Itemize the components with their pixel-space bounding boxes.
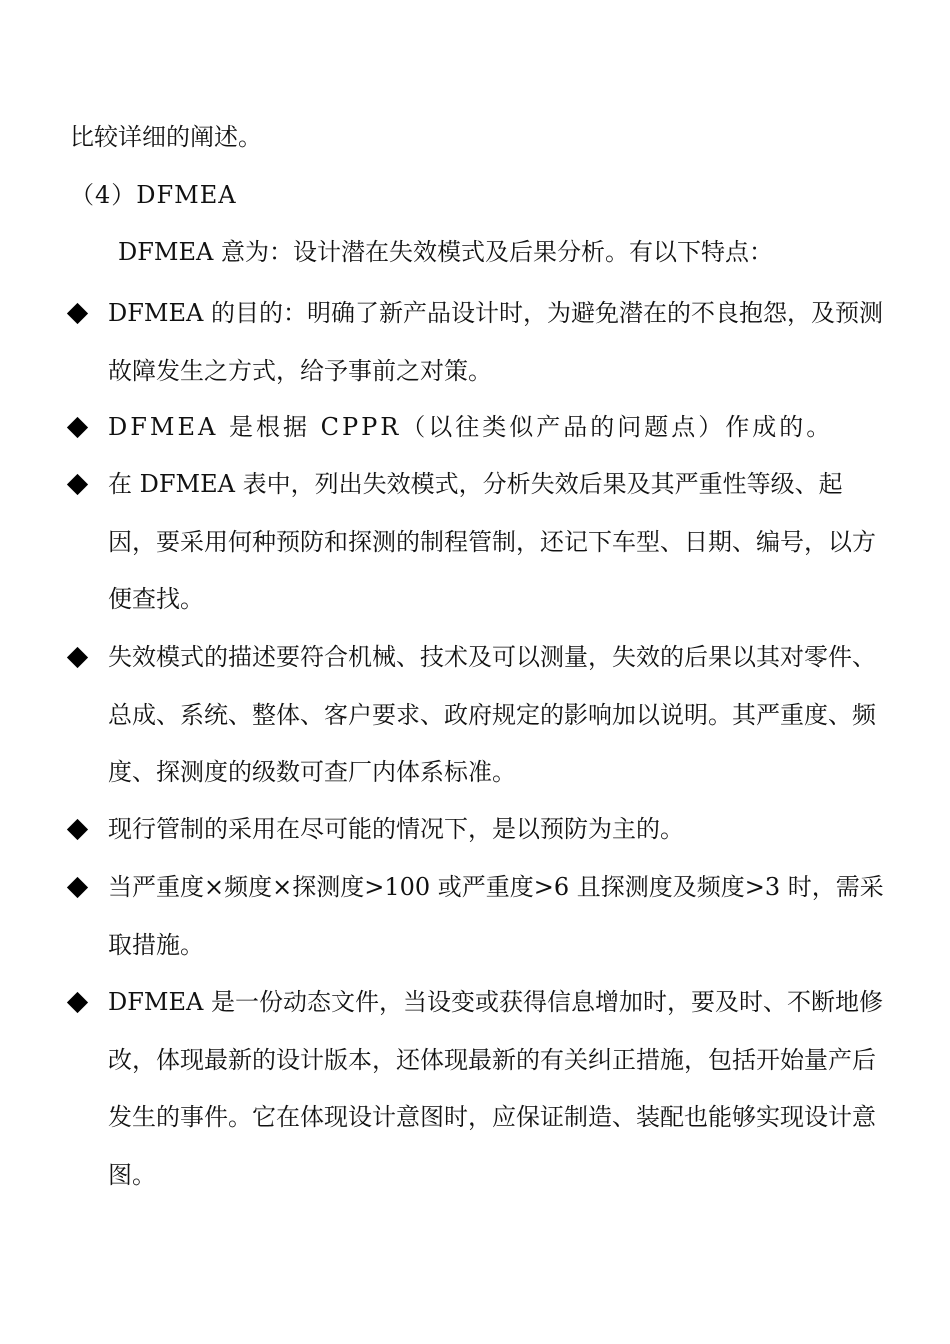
diamond-bullet-icon [67, 819, 88, 840]
list-item-text: 现行管制的采用在尽可能的情况下，是以预防为主的。 [108, 815, 684, 843]
list-item-text: DFMEA 是根据 CPPR（以往类似产品的问题点）作成的。 [108, 413, 834, 441]
intro-continuation: 比较详细的阐述。 [70, 123, 262, 151]
diamond-bullet-icon [67, 417, 88, 438]
list-item-text: DFMEA 是一份动态文件，当设变或获得信息增加时，要及时、不断地修改，体现最新的设计版本，还体现最新的有关纠正措施，包括开始量产后发生的事件。它在体现设计意图时，应保证制造、装配也能够实现设计意图。 [108, 988, 883, 1189]
list-item-text: 当严重度×频度×探测度>100 或严重度>6 且探测度及频度>3 时，需采取措施。 [108, 873, 884, 959]
diamond-bullet-icon [67, 303, 88, 324]
list-item-text: 在 DFMEA 表中，列出失效模式，分析失效后果及其严重性等级、起因，要采用何种预防和探测的制程管制，还记下车型、日期、编号，以方便查找。 [108, 470, 876, 613]
diamond-bullet-icon [67, 992, 88, 1013]
diamond-bullet-icon [67, 877, 88, 898]
section-heading: （4）DFMEA [70, 181, 237, 209]
diamond-bullet-icon [67, 647, 88, 668]
diamond-bullet-icon [67, 474, 88, 495]
list-item-text: DFMEA 的目的：明确了新产品设计时，为避免潜在的不良抱怨，及预测故障发生之方式，给予事前之对策。 [108, 299, 883, 385]
list-item-text: 失效模式的描述要符合机械、技术及可以测量，失效的后果以其对零件、总成、系统、整体、客户要求、政府规定的影响加以说明。其严重度、频度、探测度的级数可查厂内体系标准。 [108, 643, 876, 786]
definition-paragraph: DFMEA 意为：设计潜在失效模式及后果分析。有以下特点： [118, 238, 773, 266]
